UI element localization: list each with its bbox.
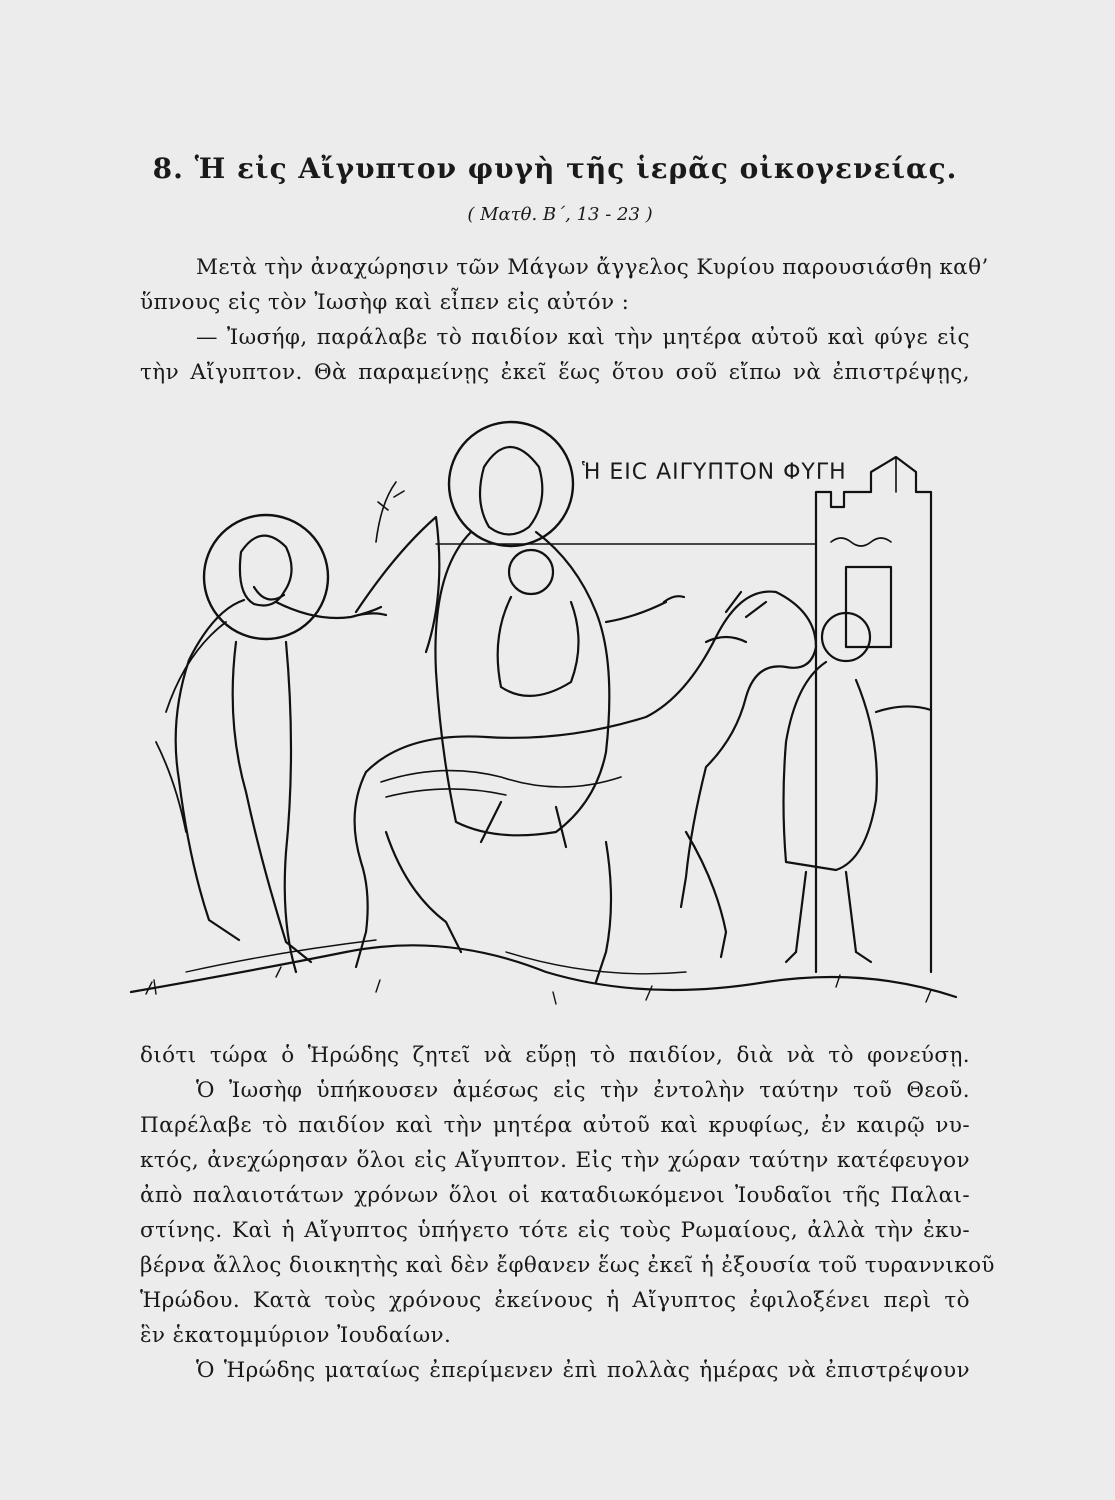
- body-paragraph: [140, 1038, 995, 1388]
- text-line: ὕπνους εἰς τὸν Ἰωσὴφ καὶ εἶπεν εἰς αὐτόν :: [140, 290, 630, 315]
- ground-line: [131, 945, 956, 997]
- text-line: — Ἰωσήφ, παράλαβε τὸ παιδίον καὶ τὴν μητέρα αὐτοῦ καὶ φύγε εἰς: [196, 325, 970, 350]
- text-line: τὴν Αἴγυπτον. Θὰ παραμείνῃς ἐκεῖ ἕως ὅτου σοῦ εἴπω νὰ ἐπιστρέψῃς,: [140, 360, 970, 385]
- flight-into-egypt-illustration: [126, 412, 966, 1012]
- text-line: Ἡρώδου. Κατὰ τοὺς χρόνους ἐκείνους ἡ Αἴγυπτος ἐφιλοξένει περὶ τὸ: [140, 1288, 970, 1313]
- text-line: Ὁ Ἡρώδης ματαίως ἐπερίμενεν ἐπὶ πολλὰς ἡμέρας νὰ ἐπιστρέψουν: [196, 1358, 970, 1383]
- text-line: κτός, ἀνεχώρησαν ὅλοι εἰς Αἴγυπτον. Εἰς τὴν χώραν ταύτην κατέφευγον: [140, 1148, 970, 1173]
- virgin-and-child-figure: [435, 422, 684, 847]
- text-line: Ὁ Ἰωσὴφ ὑπήκουσεν ἀμέσως εἰς τὴν ἐντολὴν ταύτην τοῦ Θεοῦ.: [196, 1078, 970, 1103]
- icon-caption: Ἡ ΕΙC ΑΙΓΥΠΤΟΝ ΦΥΓΗ: [582, 460, 847, 485]
- text-line: Μετὰ τὴν ἀναχώρησιν τῶν Μάγων ἄγγελος Κυρίου παρουσιάσθη καθ’: [196, 255, 989, 280]
- donkey-figure: [355, 592, 816, 982]
- intro-paragraph: [140, 250, 989, 390]
- text-line: Παρέλαβε τὸ παιδίον καὶ τὴν μητέρα αὐτοῦ καὶ κρυφίως, ἐν καιρῷ νυ-: [140, 1113, 970, 1138]
- text-line: ἓν ἑκατομμύριον Ἰουδαίων.: [140, 1323, 452, 1348]
- text-line: ἀπὸ παλαιοτάτων χρόνων ὅλοι οἱ καταδιωκόμενοι Ἰουδαῖοι τῆς Παλαι-: [140, 1183, 970, 1208]
- joseph-figure: [156, 515, 386, 972]
- scripture-reference: ( Ματθ. Β΄, 13 - 23 ): [467, 204, 653, 225]
- text-line: βέρνα ἄλλος διοικητὴς καὶ δὲν ἔφθανεν ἕως ἐκεῖ ἡ ἐξουσία τοῦ τυραννικοῦ: [140, 1253, 995, 1278]
- building-illustration: [816, 457, 931, 972]
- text-line: στίνης. Καὶ ἡ Αἴγυπτος ὑπήγετο τότε εἰς τοὺς Ρωμαίους, ἀλλὰ τὴν ἐκυ-: [140, 1218, 970, 1243]
- text-line: διότι τώρα ὁ Ἡρώδης ζητεῖ νὰ εὕρῃ τὸ παιδίον, διὰ νὰ τὸ φονεύσῃ.: [140, 1043, 970, 1068]
- hill-outline: [356, 517, 439, 652]
- chapter-title: 8. Ἡ εἰς Αἴγυπτον φυγὴ τῆς ἱερᾶς οἰκογενείας.: [152, 152, 958, 185]
